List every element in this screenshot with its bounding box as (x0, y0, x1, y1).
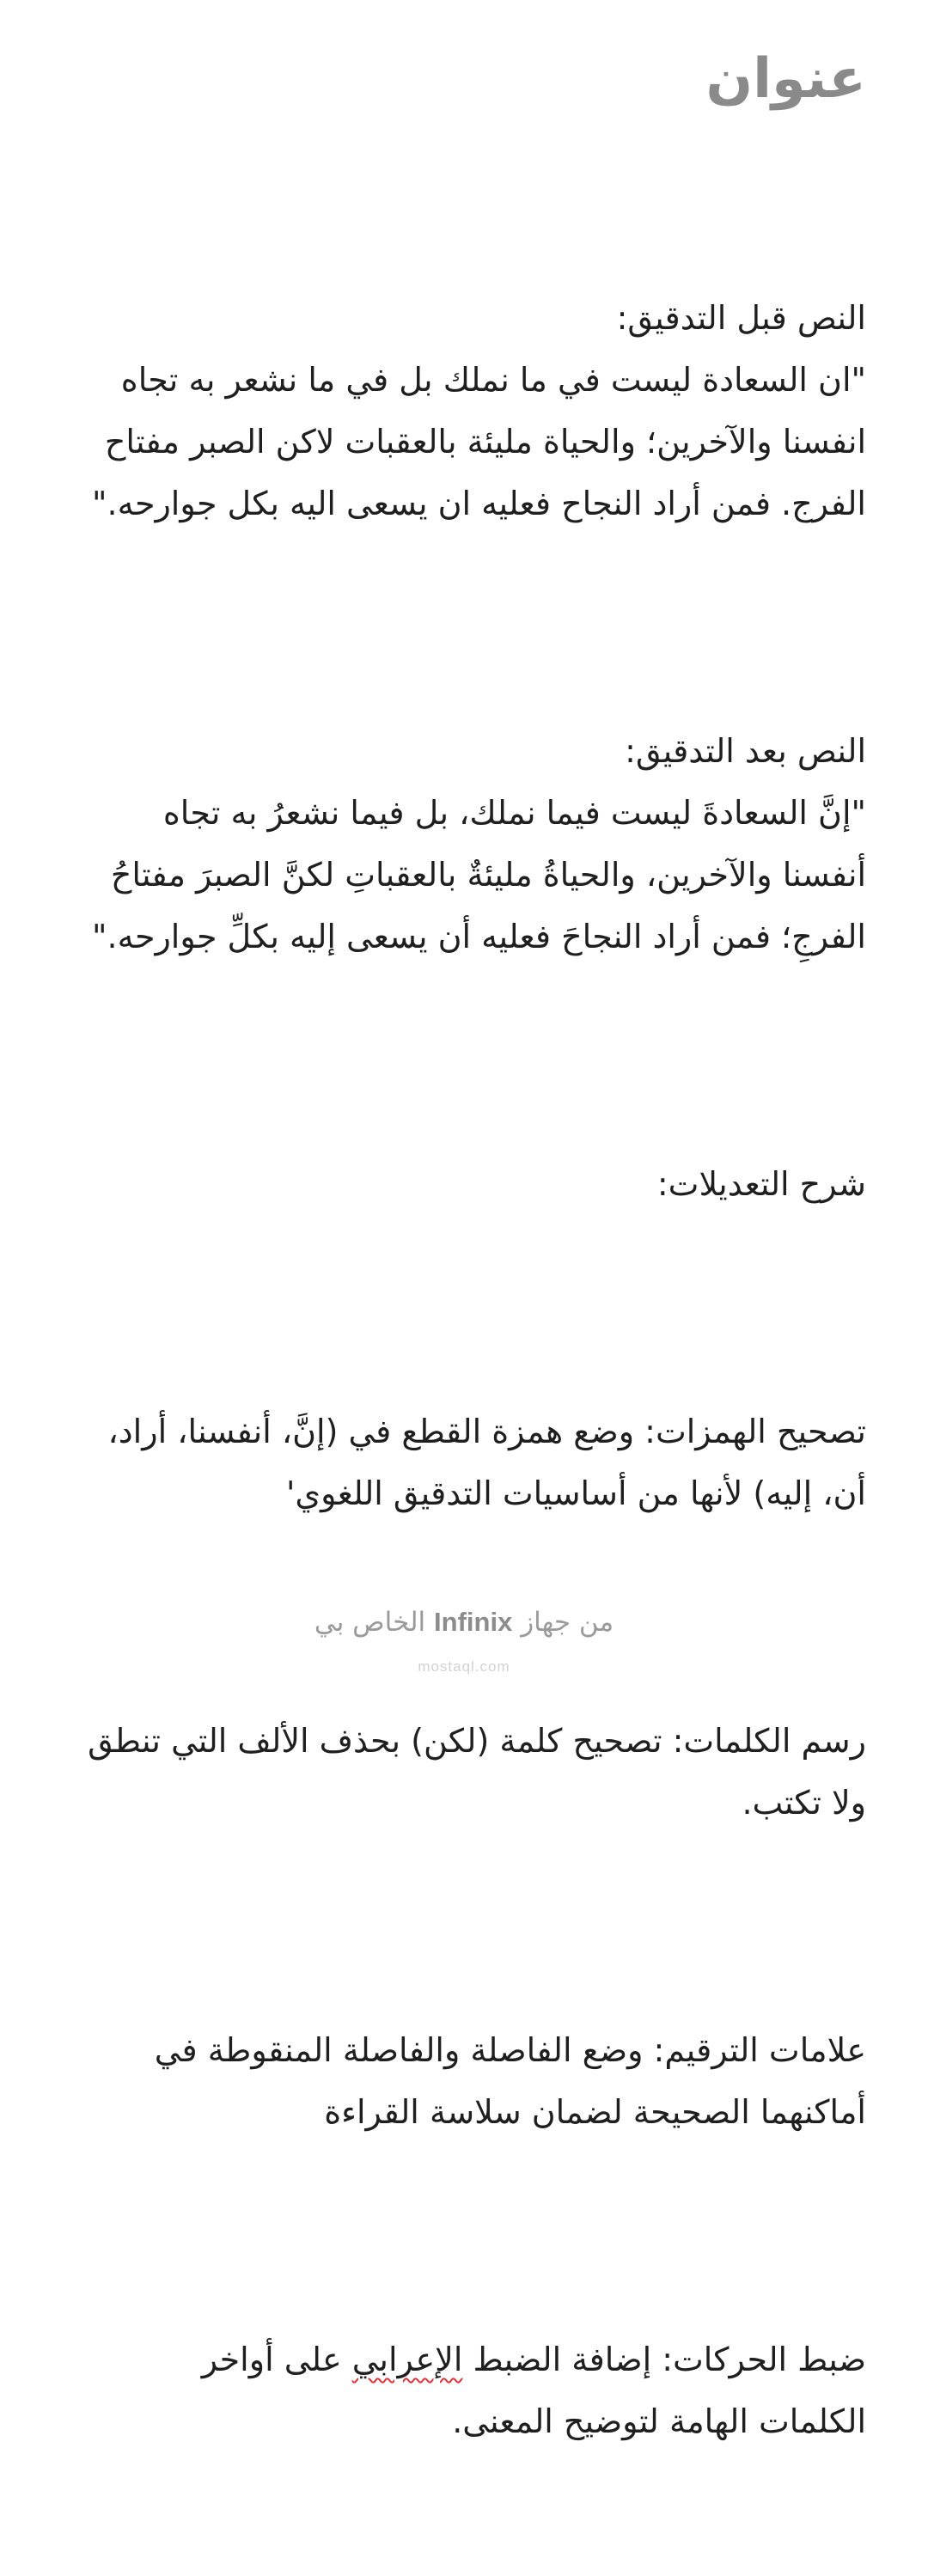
note-editor[interactable] (76, 0, 866, 2576)
note-body[interactable] (76, 163, 866, 2576)
diacritics-text-start: ضبط الحركات: إضافة الضبط (462, 2341, 866, 2378)
punctuation-explanation: علامات الترقيم: وضع الفاصلة والفاصلة المنقوطة في أماكنهما الصحيحة لضمان سلاسة القراءة (143, 2031, 866, 2131)
diacritics-text-end: على أواخر الكلمات الهامة لتوضيح المعنى. (191, 2341, 866, 2440)
device-signature (0, 1607, 928, 1638)
note-title[interactable]: عنوان (705, 47, 866, 111)
brand-name: Infinix (434, 1607, 513, 1637)
hamza-explanation: تصحيح الهمزات: وضع همزة القطع في (إنَّ، أنفسنا، أراد، أن، إليه) لأنها من أساسيات التدقيق اللغوي' (97, 1413, 866, 1512)
watermark: mostaql.com (418, 1658, 510, 1675)
paragraph-after (86, 720, 866, 968)
signature-suffix: الخاص بي (314, 1607, 426, 1638)
spellcheck-flagged-word[interactable]: الإعرابي (351, 2341, 463, 2378)
diacritics-explanation (86, 2329, 866, 2452)
before-heading: النص قبل التدقيق: (616, 299, 866, 337)
after-heading: النص بعد التدقيق: (625, 732, 866, 770)
paragraph-before (86, 287, 866, 534)
explanation-heading: شرح التعديلات: (656, 1165, 866, 1203)
before-text: "ان السعادة ليست في ما نملك بل في ما نشعر به تجاه انفسنا والآخرين؛ والحياة مليئة بالعقبات لاكن الصبر مفتاح الفرج. فمن أراد النجاح فعليه ان يسعى اليه بكل جوارحه." (92, 361, 866, 522)
spelling-explanation: رسم الكلمات: تصحيح كلمة (لكن) بحذف الألف التي تنطق ولا تكتب. (76, 1722, 866, 1822)
after-text: "إنَّ السعادةَ ليست فيما نملك، بل فيما نشعرُ به تجاه أنفسنا والآخرين، والحياةُ مليئةٌ بالعقباتِ لكنَّ الصبرَ مفتاحُ الفرجِ؛ فمن أراد النجاحَ فعليه أن يسعى إليه بكلِّ جوارحه." (92, 794, 866, 955)
signature-prefix: من جهاز (521, 1607, 614, 1638)
